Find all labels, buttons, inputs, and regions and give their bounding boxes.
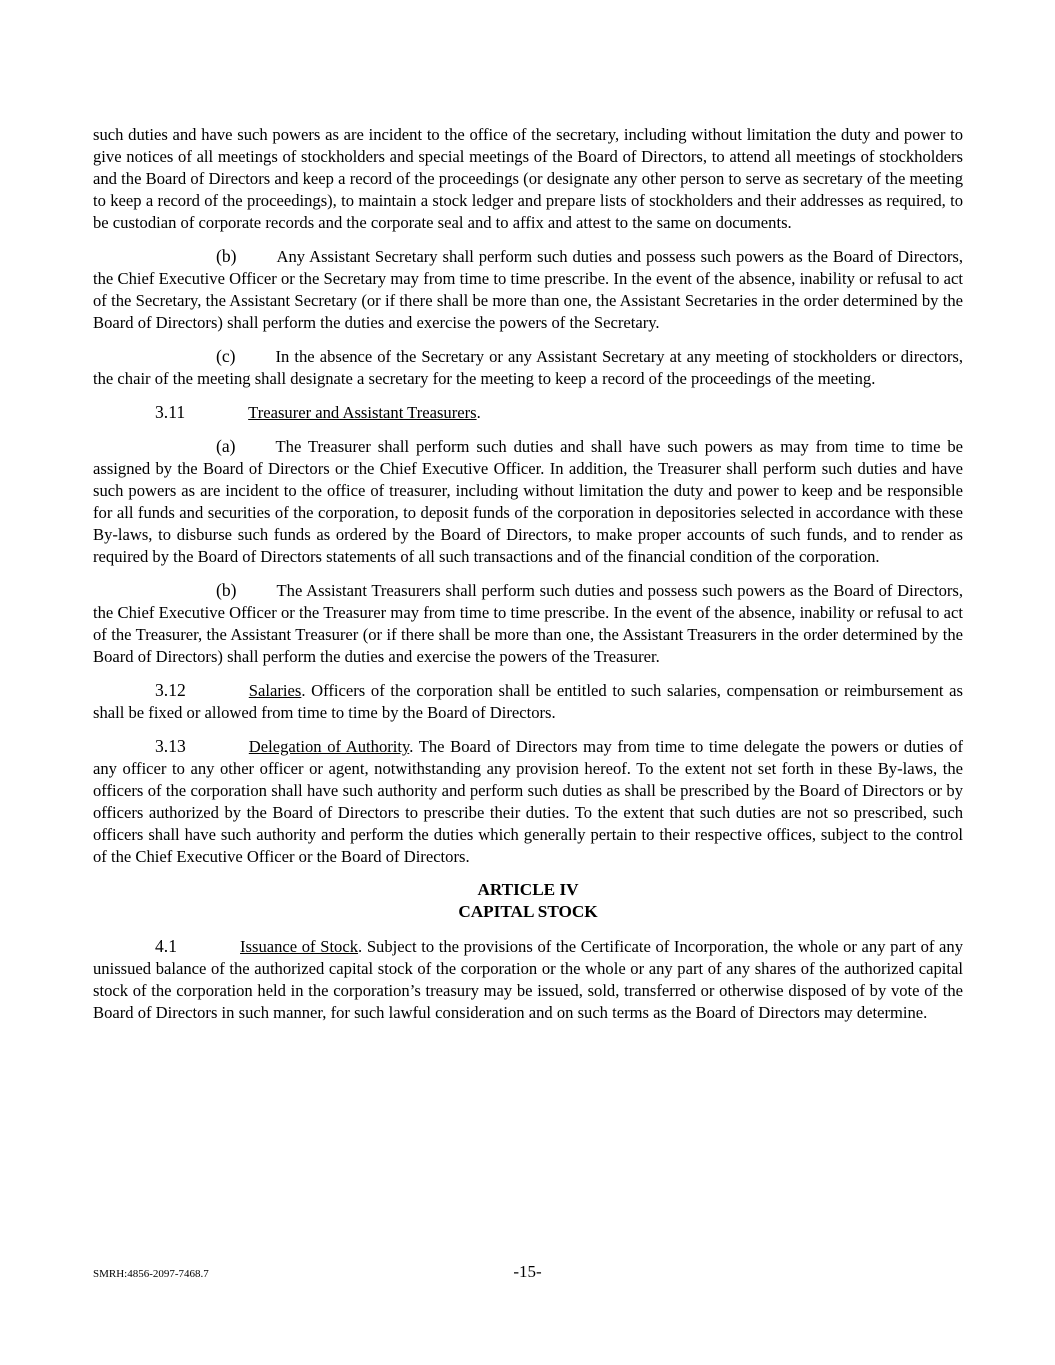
- paragraph-3-11-b: [93, 579, 963, 668]
- paragraph-text: The Treasurer shall perform such duties and shall have such powers as may from time to time be assigned by the Board of Directors or the Chief Executive Officer. In addition, the Treasurer shall perform such duties and have such powers as are incident to the office of treasurer, including without limitation the duty and power to keep and be responsible for all funds and securities of the corporation, to deposit funds of the corporation in depositories selected in accordance with these By-laws, to disburse such funds as ordered by the Board of Directors, to make proper accounts of such funds, and to render as required by the Board of Directors statements of all such transactions and of the financial condition of the corporation.: [93, 437, 963, 566]
- subsection-label: (b): [216, 580, 237, 600]
- section-3-12: [93, 679, 963, 724]
- article-heading: [93, 879, 963, 923]
- section-3-11-heading: [93, 401, 963, 424]
- section-title: Salaries: [248, 681, 302, 700]
- section-title-period: .: [476, 403, 481, 422]
- section-title: Delegation of Authority: [248, 737, 410, 756]
- section-text: . Subject to the provisions of the Certificate of Incorporation, the whole or any part of any unissued balance of the authorized capital stock of the corporation or the whole or any part of any shares of the authorized capital stock of the corporation held in the corporation’s treasury may be issued, sold, transferred or otherwise disposed of by vote of the Board of Directors in such manner, for such lawful consideration and on such terms as the Board of Directors may determine.: [93, 937, 963, 1022]
- paragraph-3-10-b: [93, 245, 963, 334]
- page-number: -15-: [513, 1262, 542, 1281]
- paragraph-3-11-a: [93, 435, 963, 568]
- paragraph-text: In the absence of the Secretary or any Assistant Secretary at any meeting of stockholders or directors, the chair of the meeting shall designate a secretary for the meeting to keep a record of the proceedings of the meeting.: [93, 347, 963, 388]
- paragraph-secretary-duties: such duties and have such powers as are incident to the office of the secretary, including without limitation the duty and power to give notices of all meetings of stockholders and special meetings of the Board of Directors, to attend all meetings of stockholders and the Board of Directors and keep a record of the proceedings (or designate any other person to serve as secretary of the meeting to keep a record of the proceedings), to maintain a stock ledger and prepare lists of stockholders and their addresses as required, to be custodian of corporate records and the corporate seal and to affix and attest to the same on documents.: [93, 125, 963, 232]
- article-number: ARTICLE IV: [477, 880, 579, 899]
- paragraph-3-10-c: [93, 345, 963, 390]
- paragraph-text: Any Assistant Secretary shall perform such duties and possess such powers as the Board of Directors, the Chief Executive Officer or the Secretary may from time to time prescribe. In the event of the absence, inability or refusal to act of the Secretary, the Assistant Secretary (or if there shall be more than one, the Assistant Secretaries in the order determined by the Board of Directors) shall perform the duties and exercise the powers of the Secretary.: [93, 247, 963, 332]
- section-text: . Officers of the corporation shall be entitled to such salaries, compensation or reimbursement as shall be fixed or allowed from time to time by the Board of Directors.: [93, 681, 963, 722]
- subsection-label: (b): [216, 246, 237, 266]
- paragraph-text: The Assistant Treasurers shall perform such duties and possess such powers as the Board of Directors, the Chief Executive Officer or the Treasurer may from time to time prescribe. In the event of the absence, inability or refusal to act of the Treasurer, the Assistant Treasurer (or if there shall be more than one, the Assistant Treasurers in the order determined by the Board of Directors) shall perform the duties and exercise the powers of the Treasurer.: [93, 581, 963, 666]
- page-body: [93, 124, 963, 1035]
- section-number: 3.13: [155, 736, 186, 756]
- section-number: 4.1: [155, 936, 177, 956]
- section-4-1: [93, 935, 963, 1024]
- section-title: Issuance of Stock: [240, 937, 359, 956]
- document-id: SMRH:4856-2097-7468.7: [93, 1268, 209, 1280]
- subsection-label: (a): [216, 436, 236, 456]
- article-title: CAPITAL STOCK: [458, 902, 598, 921]
- subsection-label: (c): [216, 346, 236, 366]
- section-title: Treasurer and Assistant Treasurers: [248, 403, 477, 422]
- section-text: . The Board of Directors may from time to time delegate the powers or duties of any officer to any other officer or agent, notwithstanding any provision hereof. To the extent not set forth in these By-laws, the officers of the corporation shall have such authority and perform such duties as shall be prescribed by the Board of Directors or by officers authorized by the Board of Directors to prescribe their duties. To the extent that such duties are not so prescribed, such officers shall have such authority and perform the duties which generally pertain to their respective offices, subject to the control of the Chief Executive Officer or the Board of Directors.: [93, 737, 963, 866]
- section-number: 3.12: [155, 680, 186, 700]
- section-number: 3.11: [155, 402, 186, 422]
- section-3-13: [93, 735, 963, 868]
